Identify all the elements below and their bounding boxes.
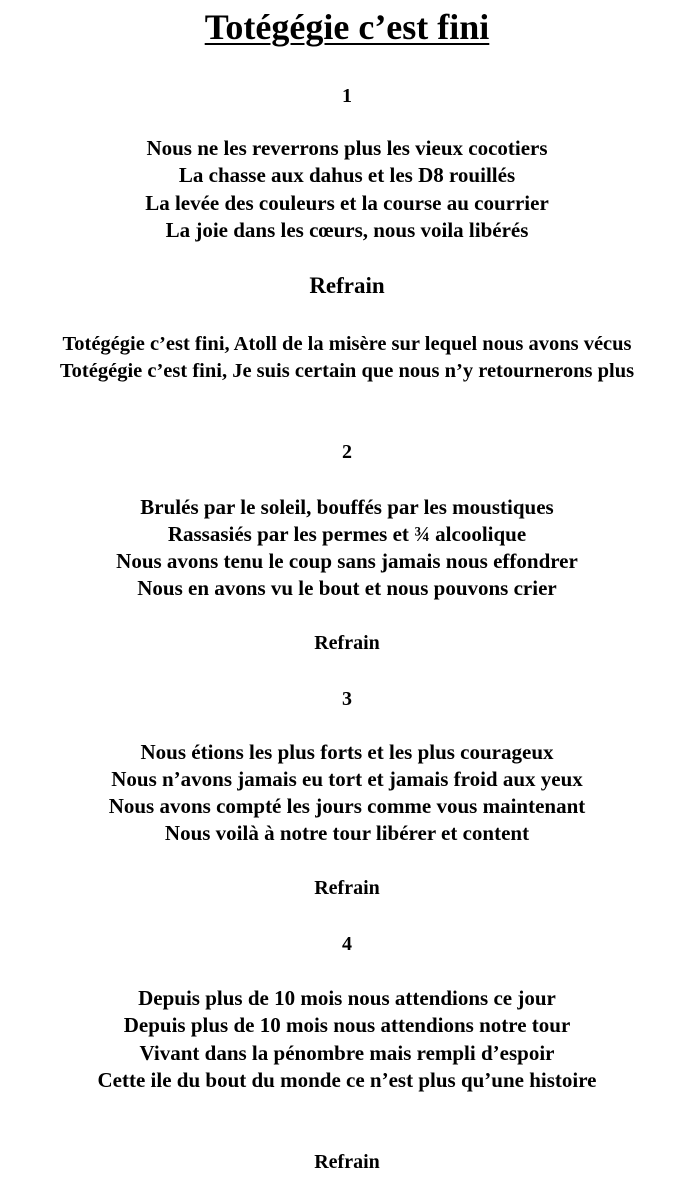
verse-3-line-4: Nous voilà à notre tour libérer et content — [164, 821, 530, 845]
verse-2-line-1: Brulés par le soleil, bouffés par les moustiques — [140, 495, 554, 519]
verse-1-number: 1 — [342, 85, 352, 107]
verse-1-line-1: Nous ne les reverrons plus les vieux cocotiers — [146, 136, 548, 160]
verse-4-line-4: Cette ile du bout du monde ce n’est plus qu’une histoire — [97, 1068, 597, 1092]
verse-3-refrain: Refrain — [314, 877, 380, 899]
verse-4-refrain: Refrain — [314, 1151, 380, 1173]
verse-3-line-2: Nous n’avons jamais eu tort et jamais froid aux yeux — [111, 767, 583, 791]
verse-1-line-4: La joie dans les cœurs, nous voila libérés — [165, 218, 529, 242]
verse-2-refrain: Refrain — [314, 632, 380, 654]
refrain-line-2: Totégégie c’est fini, Je suis certain que nous n’y retournerons plus — [59, 360, 635, 382]
verse-2-line-3: Nous avons tenu le coup sans jamais nous effondrer — [116, 549, 578, 573]
verse-4-number: 4 — [342, 933, 352, 955]
refrain-line-1: Totégégie c’est fini, Atoll de la misère sur lequel nous avons vécus — [62, 333, 632, 355]
verse-2-line-2: Rassasiés par les permes et ¾ alcoolique — [167, 522, 527, 546]
verse-3-line-3: Nous avons compté les jours comme vous maintenant — [108, 794, 586, 818]
verse-2-line-4: Nous en avons vu le bout et nous pouvons crier — [137, 576, 557, 600]
verse-4-line-3: Vivant dans la pénombre mais rempli d’espoir — [139, 1041, 555, 1065]
verse-1-line-3: La levée des couleurs et la course au courrier — [145, 191, 549, 215]
verse-3-number: 3 — [342, 688, 352, 710]
verse-4-line-2: Depuis plus de 10 mois nous attendions notre tour — [123, 1013, 571, 1037]
refrain-heading: Refrain — [309, 273, 385, 298]
verse-3-line-1: Nous étions les plus forts et les plus courageux — [140, 740, 554, 764]
verse-2-number: 2 — [342, 441, 352, 463]
song-title: Totégégie c’est fini — [204, 7, 490, 47]
verse-1-line-2: La chasse aux dahus et les D8 rouillés — [178, 163, 516, 187]
verse-4-line-1: Depuis plus de 10 mois nous attendions ce jour — [138, 986, 556, 1010]
